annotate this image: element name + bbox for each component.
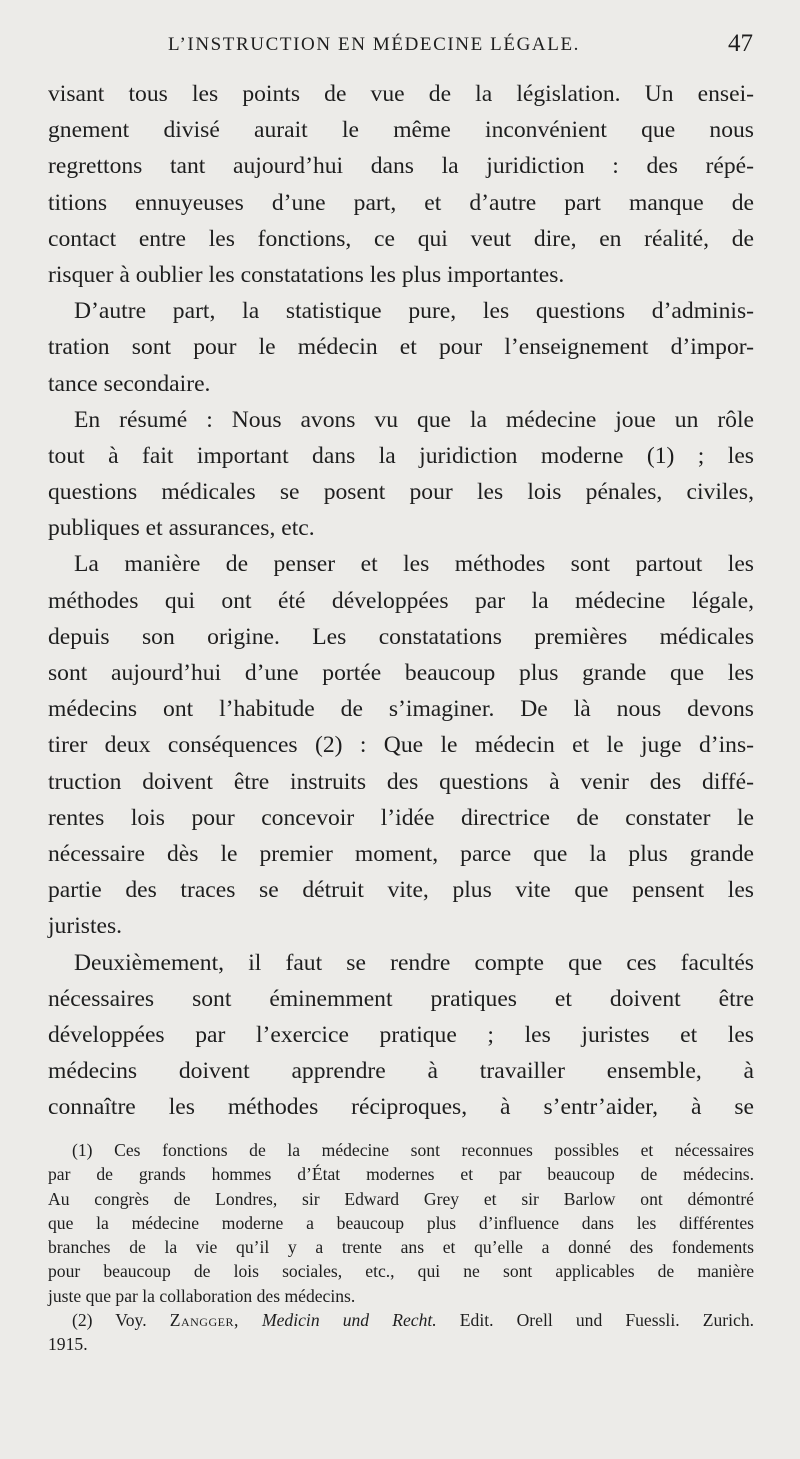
body-line: visant tous les points de vue de la législation. Un ensei- (48, 81, 754, 107)
body-line: risquer à oublier les constatations les plus importantes. (48, 261, 565, 288)
footnote-1-line: par de grands hommes d’État modernes et par beaucoup de médecins. (48, 1164, 754, 1185)
body-line: juristes. (48, 913, 123, 940)
body-line: tout à fait important dans la juridiction moderne (1) ; les (48, 442, 754, 469)
body-line: gnement divisé aurait le même inconvénient que nous (48, 117, 754, 144)
body-line: publiques et assurances, etc. (48, 515, 315, 542)
footnotes (48, 1138, 754, 1357)
body-line: nécessaire dès le premier moment, parce que la plus grande (48, 840, 754, 867)
paragraph-start: En résumé : Nous avons vu que la médecine joue un rôle (74, 406, 754, 433)
body-line: tance secondaire. (48, 370, 211, 397)
body-line: truction doivent être instruits des questions à venir des diffé- (48, 768, 754, 795)
running-head (0, 30, 800, 68)
body-line: médecins doivent apprendre à travailler ensemble, à (48, 1058, 754, 1085)
body-line: partie des traces se détruit vite, plus vite que pensent les (48, 877, 754, 904)
body-line: tirer deux conséquences (2) : Que le médecin et le juge d’ins- (48, 732, 754, 759)
footnote-1-line: juste que par la collaboration des médecins. (48, 1285, 356, 1306)
footnote-2-work: Medicin und Recht. (261, 1310, 437, 1331)
running-title: L’INSTRUCTION EN MÉDECINE LÉGALE. (168, 34, 580, 55)
body-line: connaître les méthodes réciproques, à s’entr’aider, à se (48, 1094, 754, 1121)
body-line: sont aujourd’hui d’une portée beaucoup plus grande que les (48, 660, 754, 686)
footnote-1-line: Au congrès de Londres, sir Edward Grey et sir Barlow ont démontré (48, 1188, 754, 1209)
paragraph-start: La manière de penser et les méthodes sont partout les (74, 551, 754, 578)
footnote-2-prefix: (2) Voy. (72, 1310, 170, 1331)
footnote-1-line: (1) Ces fonctions de la médecine sont reconnues possibles et nécessaires (72, 1140, 754, 1160)
footnote-2-year: 1915. (48, 1334, 88, 1355)
body-line: méthodes qui ont été développées par la médecine légale, (48, 587, 754, 614)
footnote-1-line: pour beaucoup de lois sociales, etc., qui ne sont applicables de manière (48, 1261, 754, 1282)
footnote-2 (48, 1308, 754, 1332)
footnote-1-line: que la médecine moderne a beaucoup plus d’influence dans les différentes (48, 1212, 754, 1233)
body-line: titions ennuyeuses d’une part, et d’autre part manque de (48, 189, 754, 216)
body-line: contact entre les fonctions, ce qui veut dire, en réalité, de (48, 225, 754, 252)
footnote-1-line: branches de la vie qu’il y a trente ans et qu’elle a donné des fondements (48, 1237, 754, 1258)
body-line: regrettons tant aujourd’hui dans la juridiction : des répé- (48, 153, 754, 180)
paragraph-start: Deuxièmement, il faut se rendre compte que ces facultés (74, 949, 754, 976)
page-number: 47 (728, 30, 753, 57)
body-line: depuis son origine. Les constatations premières médicales (48, 623, 754, 650)
body-line: médecins ont l’habitude de s’imaginer. De là nous devons (48, 696, 754, 723)
body-line: nécessaires sont éminemment pratiques et doivent être (48, 985, 754, 1012)
paragraph-start: D’autre part, la statistique pure, les questions d’adminis- (74, 298, 754, 325)
body-line: rentes lois pour concevoir l’idée directrice de constater le (48, 804, 754, 831)
body-text (48, 76, 754, 1125)
body-line: questions médicales se posent pour les lois pénales, civiles, (48, 479, 754, 506)
body-line: tration sont pour le médecin et pour l’enseignement d’impor- (48, 334, 754, 361)
footnote-2-author: Zangger, (169, 1310, 239, 1331)
footnote-2-publisher: Edit. Orell und Fuessli. Zurich. (436, 1310, 755, 1331)
body-line: développées par l’exercice pratique ; les juristes et les (48, 1021, 754, 1048)
